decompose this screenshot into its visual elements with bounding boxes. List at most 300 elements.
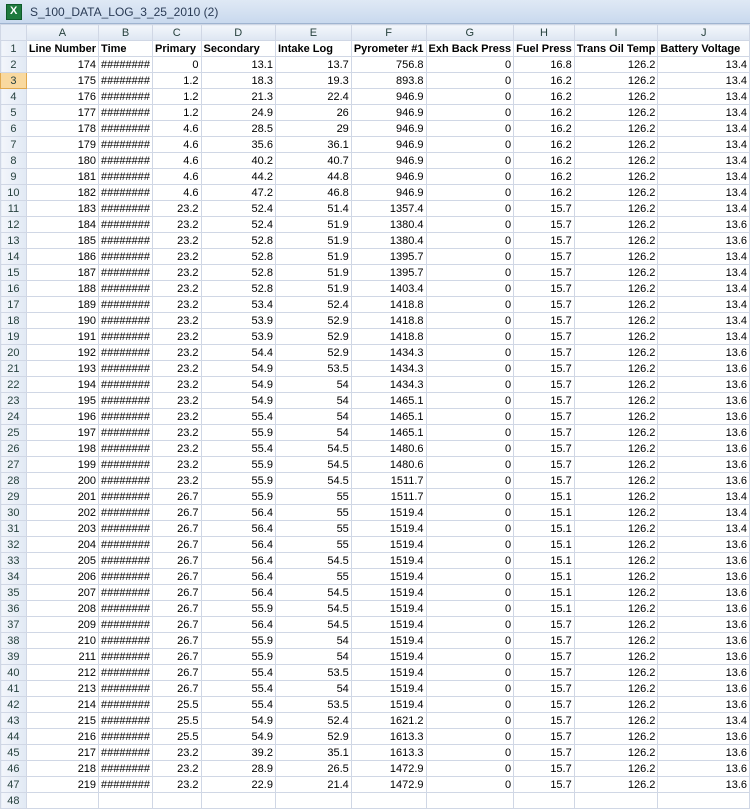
cell-c[interactable]: 26.7 — [153, 649, 202, 665]
cell-f[interactable]: 946.9 — [351, 105, 426, 121]
cell-g[interactable]: 0 — [426, 377, 514, 393]
cell-b[interactable]: ######## — [99, 585, 153, 601]
cell-i[interactable]: 126.2 — [574, 329, 658, 345]
cell-h[interactable]: 15.7 — [514, 201, 575, 217]
cell-g[interactable]: 0 — [426, 649, 514, 665]
cell-a[interactable]: 192 — [26, 345, 98, 361]
cell-d[interactable]: 52.8 — [201, 265, 275, 281]
cell-e[interactable]: 21.4 — [275, 777, 351, 793]
cell-j[interactable]: 13.6 — [658, 745, 750, 761]
cell-b[interactable]: ######## — [99, 617, 153, 633]
cell-h[interactable]: 15.1 — [514, 521, 575, 537]
cell-g[interactable]: 0 — [426, 233, 514, 249]
cell-f[interactable]: 1519.4 — [351, 617, 426, 633]
cell-d[interactable]: 56.4 — [201, 585, 275, 601]
cell-i[interactable]: 126.2 — [574, 441, 658, 457]
cell-b[interactable]: ######## — [99, 777, 153, 793]
row-header[interactable]: 41 — [1, 681, 27, 697]
cell-j[interactable]: 13.6 — [658, 665, 750, 681]
cell-f[interactable]: 1465.1 — [351, 393, 426, 409]
cell-f[interactable]: 946.9 — [351, 89, 426, 105]
cell-j[interactable]: 13.4 — [658, 89, 750, 105]
cell-e[interactable]: 51.9 — [275, 249, 351, 265]
cell-e[interactable]: 54.5 — [275, 457, 351, 473]
cell-i[interactable]: 126.2 — [574, 265, 658, 281]
cell-e[interactable]: 51.9 — [275, 217, 351, 233]
cell-e[interactable]: 13.7 — [275, 57, 351, 73]
cell-b[interactable]: ######## — [99, 713, 153, 729]
cell-g[interactable]: 0 — [426, 361, 514, 377]
cell-g[interactable]: 0 — [426, 89, 514, 105]
cell-j[interactable]: 13.6 — [658, 601, 750, 617]
cell-h[interactable]: 15.7 — [514, 361, 575, 377]
cell-c[interactable]: 26.7 — [153, 537, 202, 553]
cell-c[interactable]: 23.2 — [153, 201, 202, 217]
cell-a[interactable]: 196 — [26, 409, 98, 425]
cell-c[interactable]: 23.2 — [153, 217, 202, 233]
cell-i[interactable]: 126.2 — [574, 601, 658, 617]
cell-b[interactable]: ######## — [99, 569, 153, 585]
cell-h[interactable]: 15.1 — [514, 553, 575, 569]
cell-c[interactable]: 26.7 — [153, 553, 202, 569]
cell-e[interactable]: 36.1 — [275, 137, 351, 153]
spreadsheet-grid[interactable] — [0, 24, 750, 807]
cell-f[interactable]: 1465.1 — [351, 409, 426, 425]
cell-f[interactable]: 946.9 — [351, 153, 426, 169]
cell-b[interactable]: ######## — [99, 745, 153, 761]
row-header[interactable]: 11 — [1, 201, 27, 217]
cell-j[interactable]: 13.6 — [658, 617, 750, 633]
cell-e[interactable]: 55 — [275, 505, 351, 521]
cell-a[interactable]: 195 — [26, 393, 98, 409]
cell-h[interactable] — [514, 793, 575, 809]
cell-g[interactable]: 0 — [426, 409, 514, 425]
cell-d[interactable]: 55.9 — [201, 601, 275, 617]
cell-c[interactable]: 26.7 — [153, 665, 202, 681]
cell-h[interactable]: 15.7 — [514, 457, 575, 473]
cell-a[interactable]: 186 — [26, 249, 98, 265]
cell-h[interactable]: 15.7 — [514, 297, 575, 313]
cell-h[interactable]: 15.7 — [514, 649, 575, 665]
cell-j[interactable]: 13.4 — [658, 121, 750, 137]
cell-h[interactable]: 15.7 — [514, 745, 575, 761]
cell-a[interactable]: 180 — [26, 153, 98, 169]
cell-f[interactable]: 1613.3 — [351, 729, 426, 745]
cell-a[interactable]: 214 — [26, 697, 98, 713]
cell-e[interactable]: 29 — [275, 121, 351, 137]
cell-j[interactable]: 13.6 — [658, 777, 750, 793]
row-header[interactable]: 9 — [1, 169, 27, 185]
cell-i[interactable]: 126.2 — [574, 345, 658, 361]
cell-header-e[interactable]: Intake Log — [275, 41, 351, 57]
cell-d[interactable]: 13.1 — [201, 57, 275, 73]
cell-d[interactable]: 22.9 — [201, 777, 275, 793]
cell-f[interactable]: 1357.4 — [351, 201, 426, 217]
cell-j[interactable]: 13.4 — [658, 185, 750, 201]
cell-c[interactable]: 23.2 — [153, 265, 202, 281]
cell-a[interactable]: 189 — [26, 297, 98, 313]
cell-g[interactable] — [426, 793, 514, 809]
cell-e[interactable]: 52.9 — [275, 313, 351, 329]
cell-f[interactable]: 1403.4 — [351, 281, 426, 297]
row-header[interactable]: 34 — [1, 569, 27, 585]
cell-d[interactable]: 39.2 — [201, 745, 275, 761]
cell-e[interactable]: 54.5 — [275, 585, 351, 601]
cell-j[interactable]: 13.6 — [658, 473, 750, 489]
row-header[interactable]: 24 — [1, 409, 27, 425]
cell-h[interactable]: 16.2 — [514, 169, 575, 185]
cell-j[interactable]: 13.6 — [658, 233, 750, 249]
cell-a[interactable]: 178 — [26, 121, 98, 137]
row-header[interactable]: 15 — [1, 265, 27, 281]
cell-c[interactable]: 23.2 — [153, 745, 202, 761]
cell-e[interactable]: 54 — [275, 633, 351, 649]
cell-h[interactable]: 15.7 — [514, 473, 575, 489]
cell-f[interactable] — [351, 793, 426, 809]
cell-a[interactable]: 181 — [26, 169, 98, 185]
cell-a[interactable]: 212 — [26, 665, 98, 681]
cell-a[interactable]: 182 — [26, 185, 98, 201]
cell-j[interactable]: 13.6 — [658, 585, 750, 601]
cell-i[interactable]: 126.2 — [574, 169, 658, 185]
cell-c[interactable]: 4.6 — [153, 185, 202, 201]
cell-a[interactable]: 188 — [26, 281, 98, 297]
cell-c[interactable]: 1.2 — [153, 73, 202, 89]
cell-i[interactable]: 126.2 — [574, 745, 658, 761]
cell-e[interactable]: 51.4 — [275, 201, 351, 217]
cell-a[interactable]: 213 — [26, 681, 98, 697]
cell-i[interactable]: 126.2 — [574, 633, 658, 649]
cell-g[interactable]: 0 — [426, 553, 514, 569]
cell-i[interactable]: 126.2 — [574, 777, 658, 793]
cell-c[interactable]: 23.2 — [153, 777, 202, 793]
cell-c[interactable]: 1.2 — [153, 105, 202, 121]
cell-j[interactable]: 13.6 — [658, 761, 750, 777]
cell-i[interactable]: 126.2 — [574, 713, 658, 729]
cell-i[interactable]: 126.2 — [574, 121, 658, 137]
cell-b[interactable]: ######## — [99, 361, 153, 377]
row-header[interactable]: 22 — [1, 377, 27, 393]
cell-c[interactable]: 26.7 — [153, 521, 202, 537]
cell-a[interactable]: 179 — [26, 137, 98, 153]
cell-j[interactable]: 13.6 — [658, 217, 750, 233]
cell-j[interactable]: 13.4 — [658, 169, 750, 185]
row-header[interactable]: 29 — [1, 489, 27, 505]
cell-j[interactable]: 13.4 — [658, 281, 750, 297]
cell-b[interactable]: ######## — [99, 345, 153, 361]
cell-g[interactable]: 0 — [426, 105, 514, 121]
cell-c[interactable]: 26.7 — [153, 489, 202, 505]
cell-f[interactable]: 1519.4 — [351, 521, 426, 537]
cell-h[interactable]: 15.1 — [514, 569, 575, 585]
cell-a[interactable]: 210 — [26, 633, 98, 649]
cell-d[interactable]: 56.4 — [201, 521, 275, 537]
cell-h[interactable]: 15.1 — [514, 489, 575, 505]
cell-d[interactable]: 54.9 — [201, 361, 275, 377]
cell-c[interactable]: 26.7 — [153, 617, 202, 633]
cell-b[interactable]: ######## — [99, 393, 153, 409]
cell-a[interactable]: 204 — [26, 537, 98, 553]
cell-e[interactable]: 52.4 — [275, 713, 351, 729]
cell-f[interactable]: 1519.4 — [351, 553, 426, 569]
cell-i[interactable]: 126.2 — [574, 281, 658, 297]
cell-i[interactable]: 126.2 — [574, 233, 658, 249]
cell-b[interactable]: ######## — [99, 57, 153, 73]
cell-a[interactable]: 177 — [26, 105, 98, 121]
cell-h[interactable]: 15.7 — [514, 729, 575, 745]
cell-f[interactable]: 1519.4 — [351, 633, 426, 649]
cell-i[interactable]: 126.2 — [574, 569, 658, 585]
cell-j[interactable]: 13.6 — [658, 729, 750, 745]
cell-i[interactable]: 126.2 — [574, 217, 658, 233]
cell-f[interactable]: 756.8 — [351, 57, 426, 73]
cell-g[interactable]: 0 — [426, 73, 514, 89]
cell-i[interactable]: 126.2 — [574, 665, 658, 681]
row-header[interactable]: 19 — [1, 329, 27, 345]
cell-d[interactable]: 54.4 — [201, 345, 275, 361]
cell-f[interactable]: 946.9 — [351, 169, 426, 185]
cell-f[interactable]: 1519.4 — [351, 697, 426, 713]
cell-h[interactable]: 15.7 — [514, 233, 575, 249]
cell-b[interactable]: ######## — [99, 217, 153, 233]
cell-b[interactable]: ######## — [99, 441, 153, 457]
cell-c[interactable]: 23.2 — [153, 233, 202, 249]
cell-d[interactable] — [201, 793, 275, 809]
cell-h[interactable]: 15.7 — [514, 393, 575, 409]
cell-j[interactable]: 13.4 — [658, 57, 750, 73]
cell-b[interactable]: ######## — [99, 153, 153, 169]
cell-b[interactable]: ######## — [99, 281, 153, 297]
cell-j[interactable]: 13.4 — [658, 265, 750, 281]
cell-b[interactable]: ######## — [99, 89, 153, 105]
cell-e[interactable]: 54 — [275, 409, 351, 425]
cell-e[interactable]: 53.5 — [275, 665, 351, 681]
cell-g[interactable]: 0 — [426, 521, 514, 537]
cell-g[interactable]: 0 — [426, 425, 514, 441]
cell-d[interactable]: 52.4 — [201, 201, 275, 217]
cell-e[interactable]: 53.5 — [275, 361, 351, 377]
cell-c[interactable]: 26.7 — [153, 681, 202, 697]
row-header[interactable]: 40 — [1, 665, 27, 681]
cell-b[interactable]: ######## — [99, 201, 153, 217]
cell-e[interactable]: 54 — [275, 393, 351, 409]
cell-e[interactable]: 55 — [275, 489, 351, 505]
cell-a[interactable]: 191 — [26, 329, 98, 345]
cell-d[interactable]: 54.9 — [201, 713, 275, 729]
cell-h[interactable]: 15.7 — [514, 697, 575, 713]
cell-b[interactable]: ######## — [99, 297, 153, 313]
cell-g[interactable]: 0 — [426, 665, 514, 681]
cell-f[interactable]: 1434.3 — [351, 361, 426, 377]
cell-b[interactable]: ######## — [99, 265, 153, 281]
row-header[interactable]: 31 — [1, 521, 27, 537]
cell-e[interactable]: 53.5 — [275, 697, 351, 713]
cell-e[interactable]: 54 — [275, 377, 351, 393]
row-header[interactable]: 1 — [1, 41, 27, 57]
cell-f[interactable]: 1519.4 — [351, 537, 426, 553]
row-header[interactable]: 23 — [1, 393, 27, 409]
cell-c[interactable]: 26.7 — [153, 585, 202, 601]
cell-e[interactable]: 55 — [275, 569, 351, 585]
cell-g[interactable]: 0 — [426, 473, 514, 489]
column-header-i[interactable]: I — [574, 25, 658, 41]
cell-j[interactable]: 13.4 — [658, 329, 750, 345]
cell-g[interactable]: 0 — [426, 537, 514, 553]
cell-e[interactable]: 54.5 — [275, 617, 351, 633]
cell-e[interactable]: 52.9 — [275, 729, 351, 745]
cell-i[interactable]: 126.2 — [574, 457, 658, 473]
cell-j[interactable]: 13.4 — [658, 313, 750, 329]
cell-c[interactable]: 4.6 — [153, 121, 202, 137]
cell-f[interactable]: 1472.9 — [351, 761, 426, 777]
cell-d[interactable]: 55.4 — [201, 697, 275, 713]
cell-d[interactable]: 52.8 — [201, 233, 275, 249]
cell-g[interactable]: 0 — [426, 185, 514, 201]
cell-g[interactable]: 0 — [426, 153, 514, 169]
cell-h[interactable]: 15.7 — [514, 617, 575, 633]
cell-b[interactable]: ######## — [99, 233, 153, 249]
cell-b[interactable]: ######## — [99, 249, 153, 265]
cell-j[interactable]: 13.4 — [658, 297, 750, 313]
row-header[interactable]: 6 — [1, 121, 27, 137]
cell-a[interactable]: 193 — [26, 361, 98, 377]
cell-b[interactable]: ######## — [99, 313, 153, 329]
cell-a[interactable]: 175 — [26, 73, 98, 89]
cell-j[interactable]: 13.4 — [658, 201, 750, 217]
cell-e[interactable]: 52.9 — [275, 329, 351, 345]
cell-a[interactable]: 190 — [26, 313, 98, 329]
cell-j[interactable]: 13.6 — [658, 697, 750, 713]
cell-d[interactable]: 55.9 — [201, 489, 275, 505]
cell-j[interactable]: 13.6 — [658, 425, 750, 441]
cell-i[interactable]: 126.2 — [574, 521, 658, 537]
cell-c[interactable] — [153, 793, 202, 809]
row-header[interactable]: 37 — [1, 617, 27, 633]
cell-b[interactable]: ######## — [99, 505, 153, 521]
cell-e[interactable]: 52.9 — [275, 345, 351, 361]
cell-i[interactable]: 126.2 — [574, 377, 658, 393]
cell-b[interactable]: ######## — [99, 137, 153, 153]
column-header-b[interactable]: B — [99, 25, 153, 41]
column-header-c[interactable]: C — [153, 25, 202, 41]
cell-b[interactable] — [99, 793, 153, 809]
cell-f[interactable]: 1519.4 — [351, 665, 426, 681]
cell-h[interactable]: 15.7 — [514, 377, 575, 393]
cell-b[interactable]: ######## — [99, 521, 153, 537]
cell-d[interactable]: 52.4 — [201, 217, 275, 233]
cell-h[interactable]: 16.2 — [514, 185, 575, 201]
cell-g[interactable]: 0 — [426, 777, 514, 793]
cell-a[interactable]: 183 — [26, 201, 98, 217]
cell-f[interactable]: 1480.6 — [351, 457, 426, 473]
cell-i[interactable]: 126.2 — [574, 249, 658, 265]
cell-h[interactable]: 15.7 — [514, 681, 575, 697]
cell-i[interactable]: 126.2 — [574, 201, 658, 217]
cell-g[interactable]: 0 — [426, 489, 514, 505]
cell-h[interactable]: 15.7 — [514, 665, 575, 681]
cell-d[interactable]: 40.2 — [201, 153, 275, 169]
cell-f[interactable]: 1434.3 — [351, 377, 426, 393]
cell-a[interactable]: 217 — [26, 745, 98, 761]
cell-e[interactable] — [275, 793, 351, 809]
cell-g[interactable]: 0 — [426, 169, 514, 185]
cell-h[interactable]: 16.2 — [514, 89, 575, 105]
cell-d[interactable]: 18.3 — [201, 73, 275, 89]
cell-d[interactable]: 53.9 — [201, 313, 275, 329]
cell-f[interactable]: 1395.7 — [351, 249, 426, 265]
row-header[interactable]: 18 — [1, 313, 27, 329]
cell-b[interactable]: ######## — [99, 537, 153, 553]
cell-c[interactable]: 4.6 — [153, 137, 202, 153]
cell-g[interactable]: 0 — [426, 121, 514, 137]
cell-d[interactable]: 52.8 — [201, 281, 275, 297]
row-header[interactable]: 45 — [1, 745, 27, 761]
cell-c[interactable]: 23.2 — [153, 361, 202, 377]
cell-f[interactable]: 1511.7 — [351, 489, 426, 505]
row-header[interactable]: 4 — [1, 89, 27, 105]
cell-d[interactable]: 55.9 — [201, 425, 275, 441]
cell-g[interactable]: 0 — [426, 313, 514, 329]
cell-i[interactable]: 126.2 — [574, 73, 658, 89]
cell-h[interactable]: 16.2 — [514, 153, 575, 169]
row-header[interactable]: 46 — [1, 761, 27, 777]
row-header[interactable]: 8 — [1, 153, 27, 169]
cell-j[interactable]: 13.6 — [658, 553, 750, 569]
cell-i[interactable]: 126.2 — [574, 729, 658, 745]
cell-j[interactable]: 13.4 — [658, 105, 750, 121]
cell-j[interactable]: 13.4 — [658, 489, 750, 505]
cell-d[interactable]: 55.9 — [201, 633, 275, 649]
cell-e[interactable]: 54.5 — [275, 553, 351, 569]
cell-f[interactable]: 1434.3 — [351, 345, 426, 361]
cell-header-f[interactable]: Pyrometer #1 — [351, 41, 426, 57]
cell-c[interactable]: 0 — [153, 57, 202, 73]
cell-f[interactable]: 1380.4 — [351, 233, 426, 249]
cell-a[interactable]: 194 — [26, 377, 98, 393]
cell-d[interactable]: 55.4 — [201, 409, 275, 425]
cell-i[interactable]: 126.2 — [574, 185, 658, 201]
cell-g[interactable]: 0 — [426, 265, 514, 281]
cell-a[interactable]: 174 — [26, 57, 98, 73]
cell-f[interactable]: 1519.4 — [351, 569, 426, 585]
cell-j[interactable]: 13.6 — [658, 633, 750, 649]
row-header[interactable]: 44 — [1, 729, 27, 745]
cell-c[interactable]: 4.6 — [153, 169, 202, 185]
cell-i[interactable]: 126.2 — [574, 761, 658, 777]
cell-c[interactable]: 23.2 — [153, 441, 202, 457]
cell-i[interactable]: 126.2 — [574, 153, 658, 169]
cell-h[interactable]: 15.7 — [514, 265, 575, 281]
cell-g[interactable]: 0 — [426, 713, 514, 729]
cell-a[interactable]: 184 — [26, 217, 98, 233]
cell-f[interactable]: 1418.8 — [351, 329, 426, 345]
cell-e[interactable]: 35.1 — [275, 745, 351, 761]
cell-a[interactable]: 202 — [26, 505, 98, 521]
cell-h[interactable]: 15.7 — [514, 329, 575, 345]
cell-e[interactable]: 54 — [275, 425, 351, 441]
cell-f[interactable]: 1418.8 — [351, 297, 426, 313]
cell-c[interactable]: 23.2 — [153, 249, 202, 265]
cell-d[interactable]: 54.9 — [201, 729, 275, 745]
cell-c[interactable]: 23.2 — [153, 473, 202, 489]
cell-a[interactable]: 219 — [26, 777, 98, 793]
cell-d[interactable]: 54.9 — [201, 393, 275, 409]
cell-e[interactable]: 19.3 — [275, 73, 351, 89]
cell-a[interactable]: 206 — [26, 569, 98, 585]
row-header[interactable]: 16 — [1, 281, 27, 297]
cell-g[interactable]: 0 — [426, 633, 514, 649]
cell-d[interactable]: 52.8 — [201, 249, 275, 265]
